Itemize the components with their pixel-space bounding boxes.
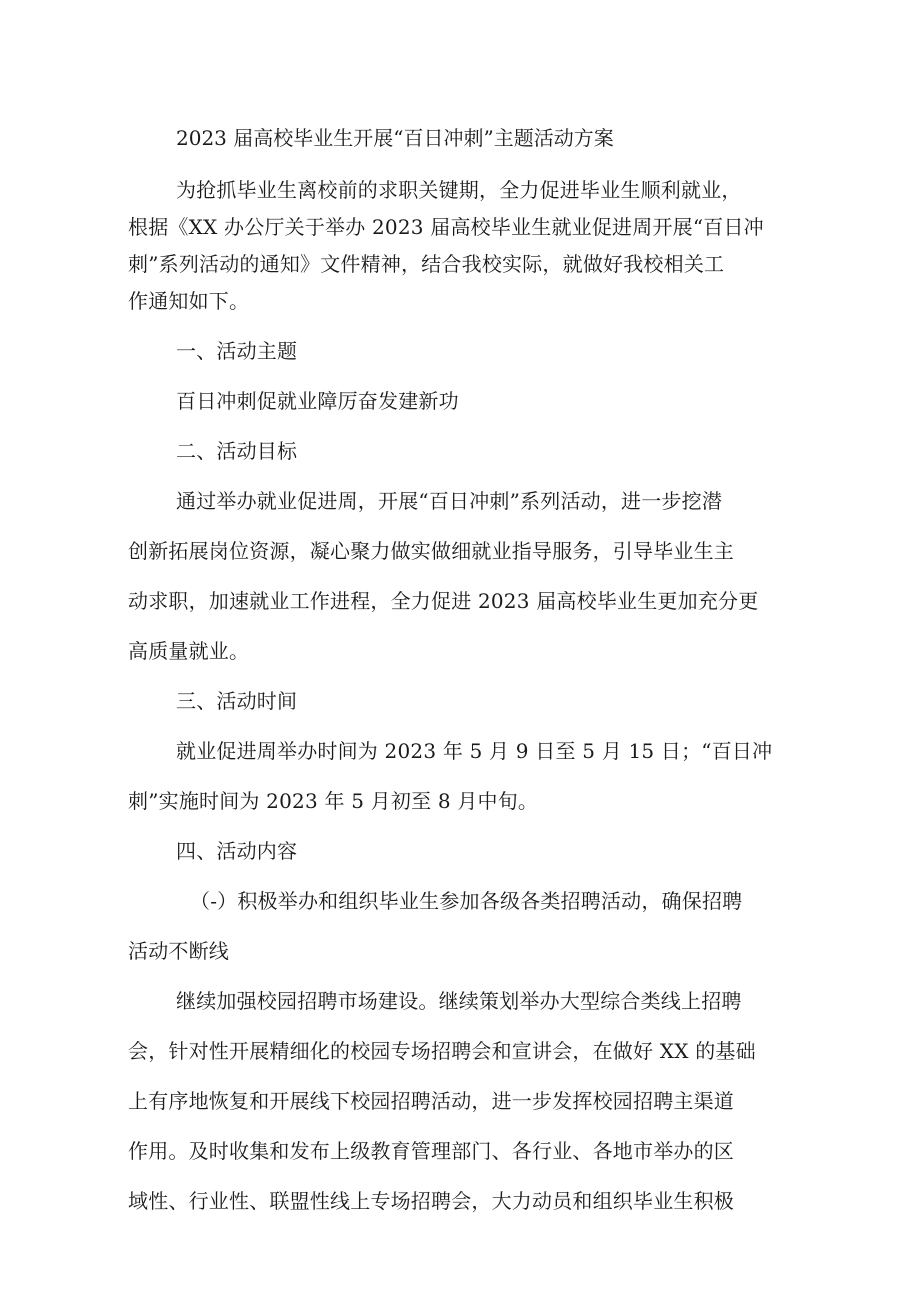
- intro-line-3: 刺”系列活动的通知》文件精神，结合我校实际，就做好我校相关工: [128, 252, 725, 276]
- document-title: 2023 届高校毕业生开展“百日冲刺”主题活动方案: [176, 126, 614, 150]
- section4-subheading-line-2: 活动不断线: [128, 939, 229, 963]
- section2-line-1: 通过举办就业促进周，开展“百日冲刺”系列活动，进一步挖潜: [176, 489, 723, 513]
- section4-line-1: 继续加强校园招聘市场建设。继续策划举办大型综合类线上招聘: [176, 989, 742, 1013]
- intro-line-1: 为抢抓毕业生离校前的求职关键期，全力促进毕业生顺利就业，: [176, 178, 742, 202]
- section2-line-4: 高质量就业。: [128, 639, 250, 663]
- section1-body: 百日冲刺促就业障厉奋发建新功: [176, 389, 459, 413]
- intro-line-2: 根据《XX 办公厅关于举办 2023 届高校毕业生就业促进周开展“百日冲: [128, 215, 764, 239]
- section2-line-2: 创新拓展岗位资源，凝心聚力做实做细就业指导服务，引导毕业生主: [128, 539, 734, 563]
- section4-line-3: 上有序地恢复和开展线下校园招聘活动，进一步发挥校园招聘主渠道: [128, 1089, 734, 1113]
- section4-heading: 四、活动内容: [176, 839, 298, 863]
- intro-line-4: 作通知如下。: [128, 289, 250, 313]
- section1-heading: 一、活动主题: [176, 339, 298, 363]
- section2-heading: 二、活动目标: [176, 439, 298, 463]
- section3-line-1: 就业促进周举办时间为 2023 年 5 月 9 日至 5 月 15 日；“百日冲: [176, 739, 773, 763]
- section4-line-4: 作用。及时收集和发布上级教育管理部门、各行业、各地市举办的区: [128, 1139, 734, 1163]
- section4-line-2: 会，针对性开展精细化的校园专场招聘会和宣讲会，在做好 XX 的基础: [128, 1039, 756, 1063]
- section4-line-5: 域性、行业性、联盟性线上专场招聘会，大力动员和组织毕业生积极: [128, 1189, 734, 1213]
- section3-heading: 三、活动时间: [176, 689, 298, 713]
- section2-line-3: 动求职，加速就业工作进程，全力促进 2023 届高校毕业生更加充分更: [128, 589, 759, 613]
- section4-subheading-line-1: （-）积极举办和组织毕业生参加各级各类招聘活动，确保招聘: [190, 889, 743, 913]
- section3-line-2: 刺”实施时间为 2023 年 5 月初至 8 月中旬。: [128, 789, 539, 813]
